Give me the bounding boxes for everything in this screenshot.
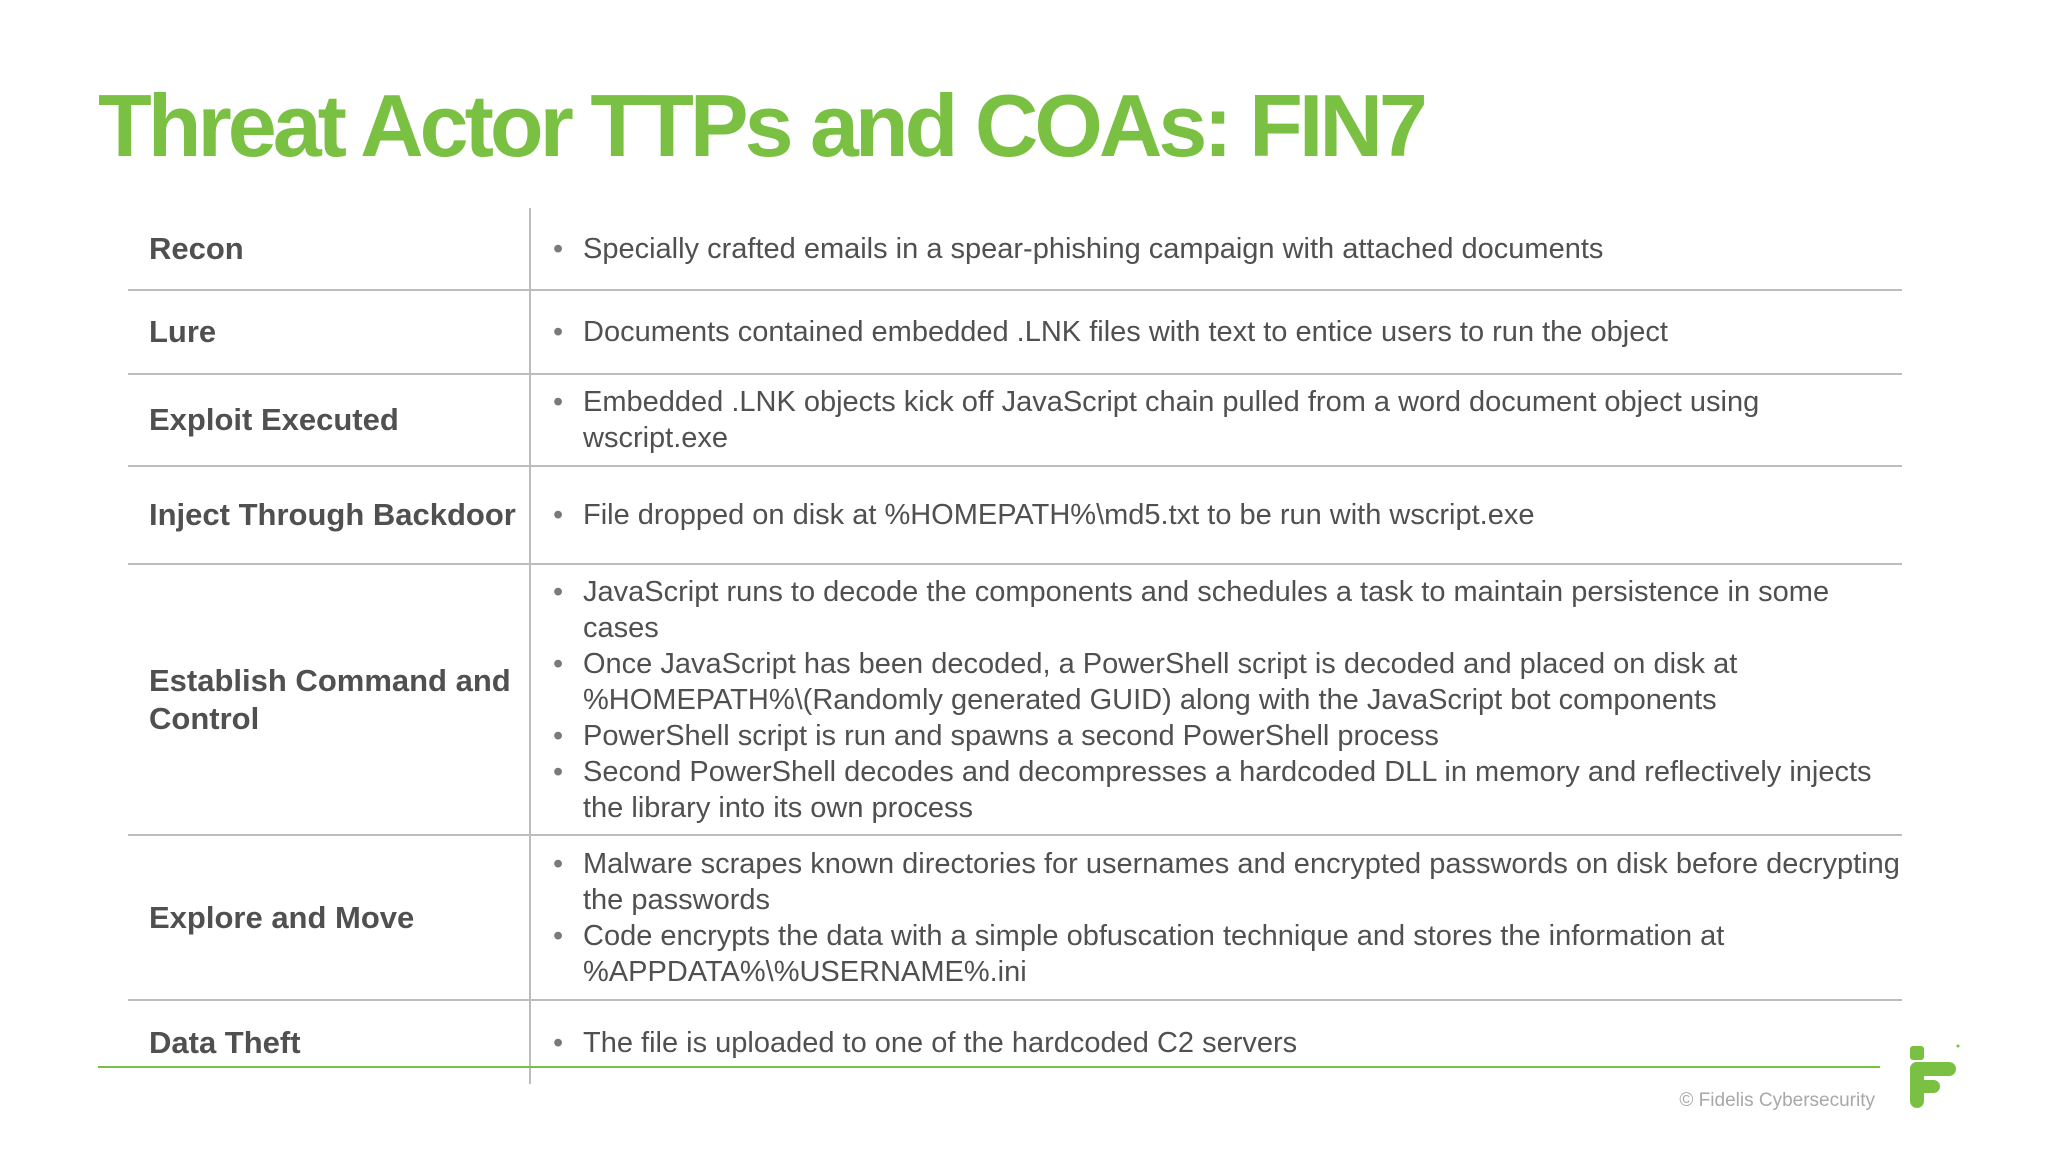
bullet-item: [553, 314, 1902, 350]
slide-title: Threat Actor TTPs and COAs: FIN7: [98, 76, 1424, 175]
bullet-dot-icon: •: [553, 575, 564, 608]
row-content: [531, 1001, 1902, 1084]
bullet-list: [553, 574, 1902, 826]
footer-divider: [98, 1066, 1880, 1068]
bullet-list: [553, 846, 1902, 990]
bullet-list: [553, 497, 1902, 533]
bullet-text: JavaScript runs to decode the components and schedules a task to maintain persistence in some cases: [583, 575, 1830, 644]
bullet-text: Specially crafted emails in a spear-phishing campaign with attached documents: [583, 232, 1604, 265]
bullet-dot-icon: •: [553, 232, 564, 265]
table-row: [128, 467, 1902, 565]
table-row: [128, 291, 1902, 375]
bullet-item: [553, 574, 1902, 646]
table-row: [128, 1001, 1902, 1084]
copyright-text: © Fidelis Cybersecurity: [1679, 1090, 1875, 1111]
bullet-text: Code encrypts the data with a simple obfuscation technique and stores the information at %APPDATA%\%USERNAME%.ini: [583, 919, 1725, 988]
bullet-dot-icon: •: [553, 919, 564, 952]
bullet-list: [553, 1025, 1902, 1061]
row-label-data-theft: Data Theft: [128, 1001, 531, 1084]
row-content: [531, 467, 1902, 563]
bullet-dot-icon: •: [553, 647, 564, 680]
bullet-dot-icon: •: [553, 719, 564, 752]
bullet-dot-icon: •: [553, 386, 564, 418]
table-row: [128, 375, 1902, 467]
bullet-item: [553, 646, 1902, 718]
row-content: [531, 836, 1902, 999]
bullet-text: Malware scrapes known directories for usernames and encrypted passwords on disk before decrypting the passwords: [583, 847, 1900, 916]
row-label-lure: Lure: [128, 291, 531, 373]
row-content: [531, 291, 1902, 373]
row-content: [531, 208, 1902, 289]
bullet-list: [553, 384, 1902, 456]
row-content: [531, 565, 1902, 834]
bullet-dot-icon: •: [553, 499, 564, 531]
bullet-item: [553, 384, 1902, 456]
bullet-item: [553, 846, 1902, 918]
row-label-recon: Recon: [128, 208, 531, 289]
bullet-text: PowerShell script is run and spawns a second PowerShell process: [583, 719, 1439, 752]
bullet-item: [553, 718, 1902, 754]
table-row: [128, 836, 1902, 1001]
bullet-text: Embedded .LNK objects kick off JavaScript chain pulled from a word document object using wscript.exe: [583, 386, 1760, 454]
row-content: [531, 375, 1902, 465]
bullet-text: File dropped on disk at %HOMEPATH%\md5.txt to be run with wscript.exe: [583, 499, 1535, 531]
row-label-exploit-executed: Exploit Executed: [128, 375, 531, 465]
ttp-table: [128, 208, 1902, 1084]
bullet-text: Second PowerShell decodes and decompresses a hardcoded DLL in memory and reflectively injects the library into its own process: [583, 755, 1872, 824]
bullet-text: Documents contained embedded .LNK files with text to entice users to run the object: [583, 316, 1668, 348]
bullet-list: [553, 314, 1902, 350]
bullet-dot-icon: •: [553, 316, 564, 348]
bullet-dot-icon: •: [553, 755, 564, 788]
bullet-item: [553, 754, 1902, 826]
fidelis-logo-icon: [1908, 1044, 1960, 1110]
bullet-dot-icon: •: [553, 1026, 564, 1059]
row-label-explore-and-move: Explore and Move: [128, 836, 531, 999]
row-label-inject-through-backdoor: Inject Through Backdoor: [128, 467, 531, 563]
bullet-item: [553, 497, 1902, 533]
bullet-dot-icon: •: [553, 847, 564, 880]
bullet-item: [553, 231, 1902, 267]
bullet-text: The file is uploaded to one of the hardcoded C2 servers: [583, 1026, 1298, 1059]
table-row: [128, 208, 1902, 291]
row-label-establish-command-and-control: Establish Command and Control: [128, 565, 531, 834]
bullet-item: [553, 1025, 1902, 1061]
bullet-list: [553, 231, 1902, 267]
bullet-text: Once JavaScript has been decoded, a PowerShell script is decoded and placed on disk at %HOMEPATH%\(Randomly generated GUID) along with the JavaScript bot components: [583, 647, 1738, 716]
bullet-item: [553, 918, 1902, 990]
table-row: [128, 565, 1902, 836]
